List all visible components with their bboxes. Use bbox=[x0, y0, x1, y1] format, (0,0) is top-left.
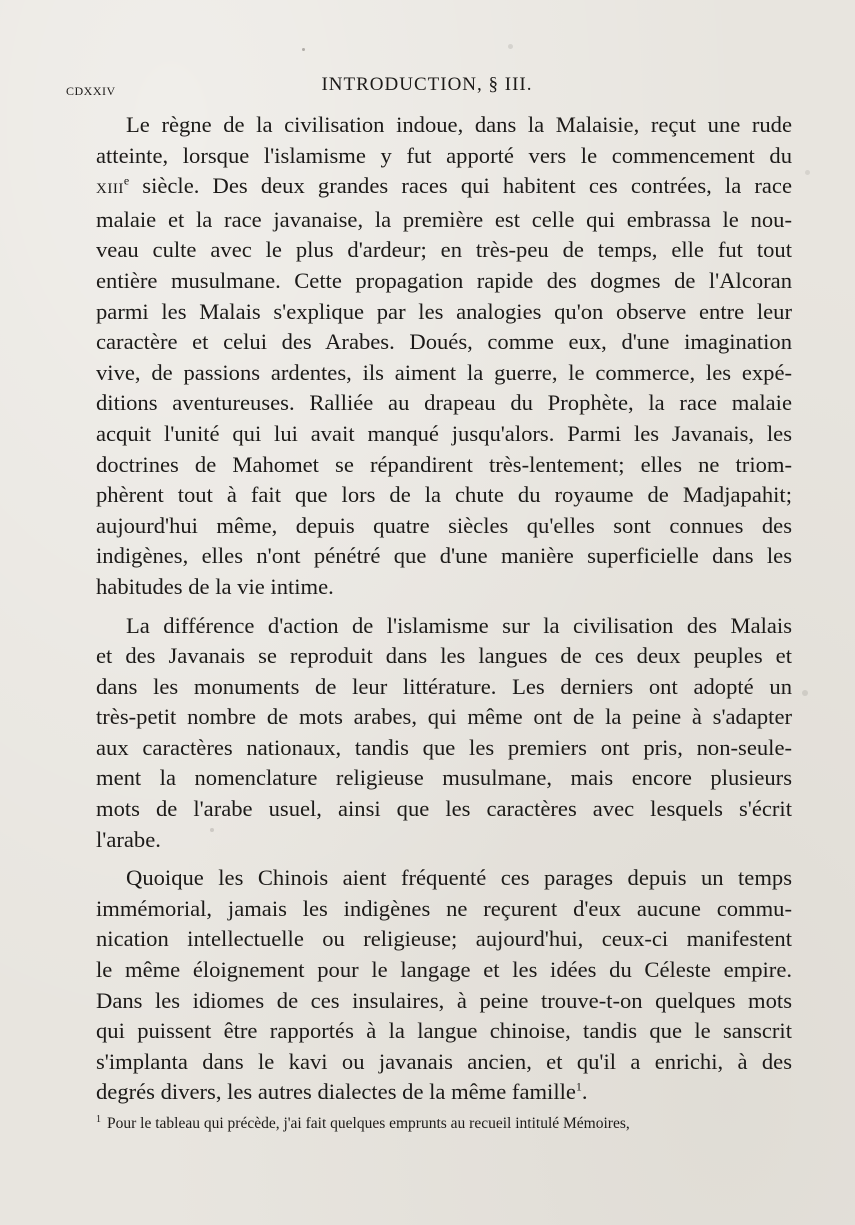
text-line: acquit l'unité qui lui avait manqué jusqu'alors. Parmi les Javanais, les bbox=[96, 420, 792, 446]
paper-speck bbox=[802, 690, 808, 696]
sentence-end: . bbox=[581, 1079, 588, 1105]
text-line: ditions aventureuses. Ralliée au drapeau du Prophète, la race malaie bbox=[96, 390, 792, 416]
footnote-text: Pour le tableau qui précède, j'ai fait quelques emprunts au recueil intitulé Mémoires, bbox=[107, 1115, 630, 1133]
text-line: s'implanta dans le kavi ou javanais ancien, et qu'il a enrichi, à des bbox=[96, 1048, 792, 1074]
text-line: atteinte, lorsque l'islamisme y fut apporté vers le commencement du bbox=[96, 142, 792, 168]
paragraph-2 bbox=[66, 611, 792, 856]
text-line: doctrines de Mahomet se répandirent très-lentement; elles ne triom- bbox=[96, 451, 792, 477]
text-line: l'arabe. bbox=[96, 826, 161, 852]
text-line: veau culte avec le plus d'ardeur; en très-peu de temps, elle fut tout bbox=[96, 237, 792, 263]
text-line bbox=[66, 171, 792, 205]
footnote-mark: 1 bbox=[96, 1114, 101, 1125]
text-line: très-petit nombre de mots arabes, qui même ont de la peine à s'adapter bbox=[96, 704, 792, 730]
text-line: vive, de passions ardentes, ils aiment la guerre, le commerce, les expé- bbox=[96, 359, 792, 385]
text-line: et des Javanais se reproduit dans les langues de ces deux peuples et bbox=[96, 643, 792, 669]
paragraph-3 bbox=[66, 863, 792, 1108]
text-line: parmi les Malais s'explique par les analogies qu'on observe entre leur bbox=[96, 298, 792, 324]
text-line: aujourd'hui même, depuis quatre siècles qu'elles sont connues des bbox=[96, 512, 792, 538]
text-line: Dans les idiomes de ces insulaires, à peine trouve-t-on quelques mots bbox=[96, 987, 792, 1013]
paper-speck bbox=[805, 170, 810, 175]
text-line: immémorial, jamais les indigènes ne reçurent d'eux aucune commu- bbox=[96, 895, 792, 921]
text-line-rest: siècle. Des deux grandes races qui habitent ces contrées, la race bbox=[129, 173, 792, 199]
paper-speck bbox=[508, 44, 513, 49]
text-line: aux caractères nationaux, tandis que les premiers ont pris, non-seule- bbox=[96, 734, 792, 760]
page-number: CDXXIV bbox=[66, 84, 116, 98]
text-line: caractère et celui des Arabes. Doués, comme eux, d'une imagination bbox=[96, 329, 792, 355]
text-line: qui puissent être rapportés à la langue chinoise, tandis que le sanscrit bbox=[96, 1018, 792, 1044]
footnote bbox=[96, 1110, 796, 1134]
paper-speck bbox=[302, 48, 305, 51]
page-header bbox=[66, 74, 788, 102]
text-line: Quoique les Chinois aient fréquenté ces parages depuis un temps bbox=[126, 865, 792, 891]
text-line: nication intellectuelle ou religieuse; aujourd'hui, ceux-ci manifestent bbox=[96, 926, 792, 952]
century-numeral: XIII bbox=[96, 181, 124, 198]
text-line: dans les monuments de leur littérature. Les derniers ont adopté un bbox=[96, 673, 792, 699]
paragraph-1 bbox=[66, 110, 792, 603]
text-line: ment la nomenclature religieuse musulmane, mais encore plusieurs bbox=[96, 765, 792, 791]
text-line: mots de l'arabe usuel, ainsi que les caractères avec lesquels s'écrit bbox=[96, 796, 792, 822]
text-line: malaie et la race javanaise, la première est celle qui embrassa le nou- bbox=[96, 206, 792, 232]
text-line: La différence d'action de l'islamisme sur la civilisation des Malais bbox=[126, 612, 792, 638]
text-line: indigènes, elles n'ont pénétré que d'une manière superficielle dans les bbox=[96, 543, 792, 569]
footnote-reference: 1 bbox=[575, 1079, 582, 1094]
text-line: Le règne de la civilisation indoue, dans la Malaisie, reçut une rude bbox=[126, 112, 792, 137]
running-title: INTRODUCTION, § III. bbox=[321, 74, 533, 95]
text-line: entière musulmane. Cette propagation rapide des dogmes de l'Alcoran bbox=[96, 267, 792, 293]
paper-speck bbox=[210, 828, 214, 832]
text-line: phèrent tout à fait que lors de la chute du royaume de Madjapahit; bbox=[96, 482, 792, 508]
text-line bbox=[66, 1077, 792, 1108]
text-line: le même éloignement pour le langage et les idées du Céleste empire. bbox=[96, 957, 792, 983]
text-line-start: degrés divers, les autres dialectes de la même famille bbox=[96, 1079, 576, 1105]
body-text bbox=[66, 110, 792, 1108]
text-line: habitudes de la vie intime. bbox=[96, 573, 334, 599]
superscript-e: e bbox=[123, 173, 130, 188]
